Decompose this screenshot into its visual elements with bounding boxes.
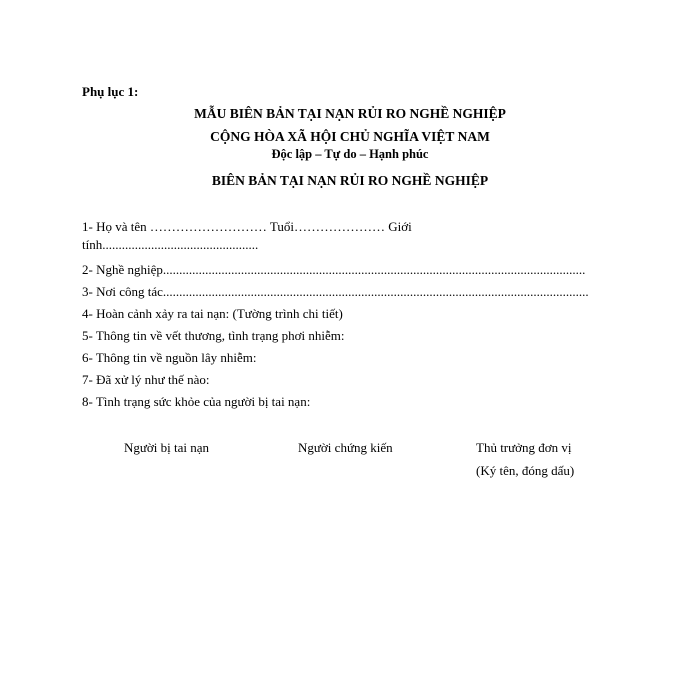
national-motto: Độc lập – Tự do – Hạnh phúc	[271, 147, 429, 161]
field-handling: 7- Đã xử lý như thế nào:	[82, 372, 210, 387]
field-infection-source: 6- Thông tin về nguồn lây nhiễm:	[82, 350, 257, 365]
form-title: MẪU BIÊN BẢN TẠI NẠN RỦI RO NGHỀ NGHIỆP	[194, 106, 506, 121]
field-workplace: 3- Nơi công tác...................................................................................................................................	[82, 284, 589, 299]
field-injury-info: 5- Thông tin về vết thương, tình trạng phơi nhiễm:	[82, 328, 345, 343]
field-occupation: 2- Nghề nghiệp..................................................................................................................................	[82, 262, 586, 277]
field-accident-circumstances: 4- Hoàn cảnh xảy ra tai nạn: (Tường trình chi tiết)	[82, 306, 343, 321]
field-name-age-gender: 1- Họ và tên ……………………… Tuổi………………… Giới	[82, 219, 412, 234]
field-gender-continuation: tính................................................	[82, 237, 259, 252]
appendix-label: Phụ lục 1:	[82, 84, 139, 99]
country-name: CỘNG HÒA XÃ HỘI CHỦ NGHĨA VIỆT NAM	[210, 129, 490, 144]
field-health-status: 8- Tình trạng sức khỏe của người bị tai nạn:	[82, 394, 311, 409]
signature-victim: Người bị tai nạn	[124, 440, 210, 455]
signature-unit-head-note: (Ký tên, đóng dấu)	[476, 463, 575, 478]
signature-witness: Người chứng kiến	[298, 440, 393, 455]
signature-unit-head: Thủ trưởng đơn vị	[476, 440, 572, 455]
document-title: BIÊN BẢN TẠI NẠN RỦI RO NGHỀ NGHIỆP	[211, 173, 489, 188]
